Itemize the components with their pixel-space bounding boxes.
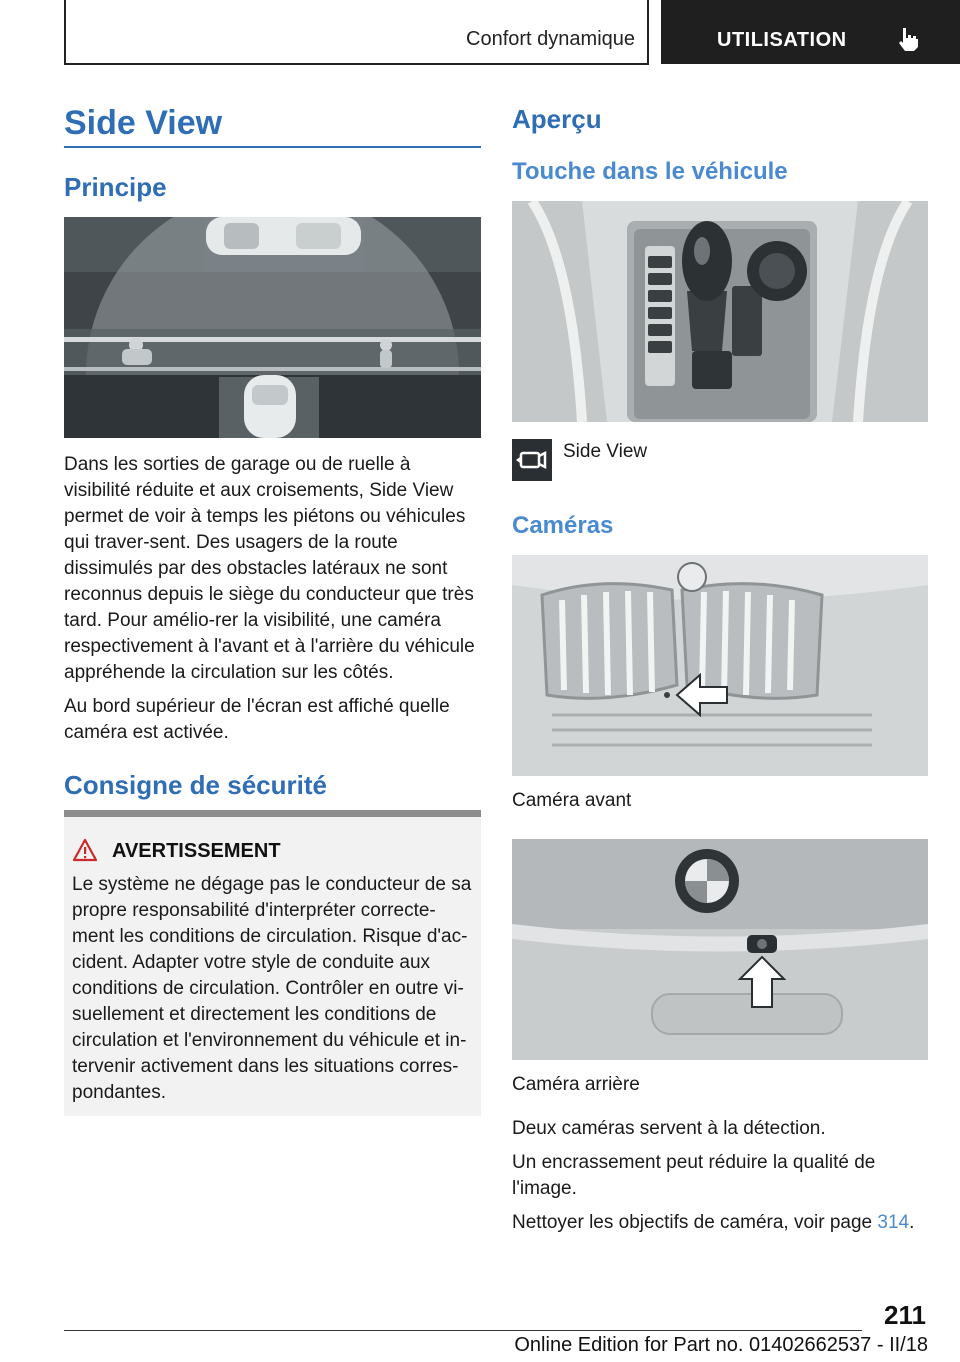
page-number: 211 [884, 1300, 926, 1330]
footer-rule [64, 1330, 862, 1331]
front-camera-photo [512, 555, 928, 776]
side-view-button-icon [512, 439, 552, 481]
title-rule [64, 146, 481, 148]
page-title: Side View [64, 104, 223, 142]
safety-heading: Consigne de sécurité [64, 770, 327, 800]
side-view-button-label: Side View [563, 441, 648, 462]
principle-heading: Principe [64, 172, 167, 202]
header-chapter-label: UTILISATION [717, 29, 847, 51]
cameras-paragraph-3 [512, 1210, 928, 1236]
header-chapter-tab[interactable] [661, 0, 960, 64]
cameras-paragraph-3-end: . [909, 1212, 915, 1233]
warning-top-bar [64, 810, 481, 817]
header-divider-left [64, 0, 66, 64]
rear-camera-caption: Caméra arrière [512, 1074, 640, 1095]
header-underline [64, 63, 649, 65]
side-view-illustration [64, 217, 481, 438]
warning-text: Le système ne dégage pas le conducteur de sa propre responsabilité d'interpréter correcte-ment les conditions de circulation. Risque d'ac-cident. Adapter votre style de conduite aux conditions de circulation. Contrôler en outre vi-suellement et directement les conditions de circulation et l'environnement du véhicule et in-tervenir activement dans les situations corres-pondantes. [72, 874, 472, 1103]
warning-title: AVERTISSEMENT [112, 840, 281, 862]
front-camera-caption: Caméra avant [512, 790, 632, 811]
button-heading: Touche dans le véhicule [512, 158, 788, 185]
cameras-paragraph-2: Un encrassement peut réduire la qualité de l'image. [512, 1152, 876, 1199]
rear-camera-photo [512, 839, 928, 1060]
center-console-photo [512, 201, 928, 422]
overview-heading: Aperçu [512, 104, 602, 134]
cameras-paragraph-1: Deux caméras servent à la détection. [512, 1118, 826, 1139]
cameras-heading: Caméras [512, 512, 614, 539]
principle-paragraph-2: Au bord supérieur de l'écran est affiché quelle caméra est activée. [64, 696, 450, 743]
cameras-text [512, 1116, 928, 1244]
edition-footer: Online Edition for Part no. 01402662537 - II/18 [514, 1334, 928, 1356]
principle-paragraph-1: Dans les sorties de garage ou de ruelle à visibilité réduite et aux croisements, Side View permet de voir à temps les piétons ou véhicules qui traver-sent. Des usagers de la route dissimulés par des obstacles latéraux ne sont reconnus depuis le siège du conducteur que très tard. Pour amélio-rer la visibilité, une caméra respectivement à l'avant et à l'arrière du véhicule appréhende la circulation sur les côtés. [64, 454, 475, 683]
page-reference-link[interactable]: 314 [877, 1212, 910, 1233]
cameras-paragraph-3-text: Nettoyer les objectifs de caméra, voir page [512, 1212, 878, 1233]
hand-pointer-icon [895, 26, 921, 52]
warning-triangle-icon [72, 838, 98, 862]
header-divider-mid [647, 0, 649, 64]
principle-text [64, 452, 481, 754]
header-section-title: Confort dynamique [466, 28, 635, 50]
